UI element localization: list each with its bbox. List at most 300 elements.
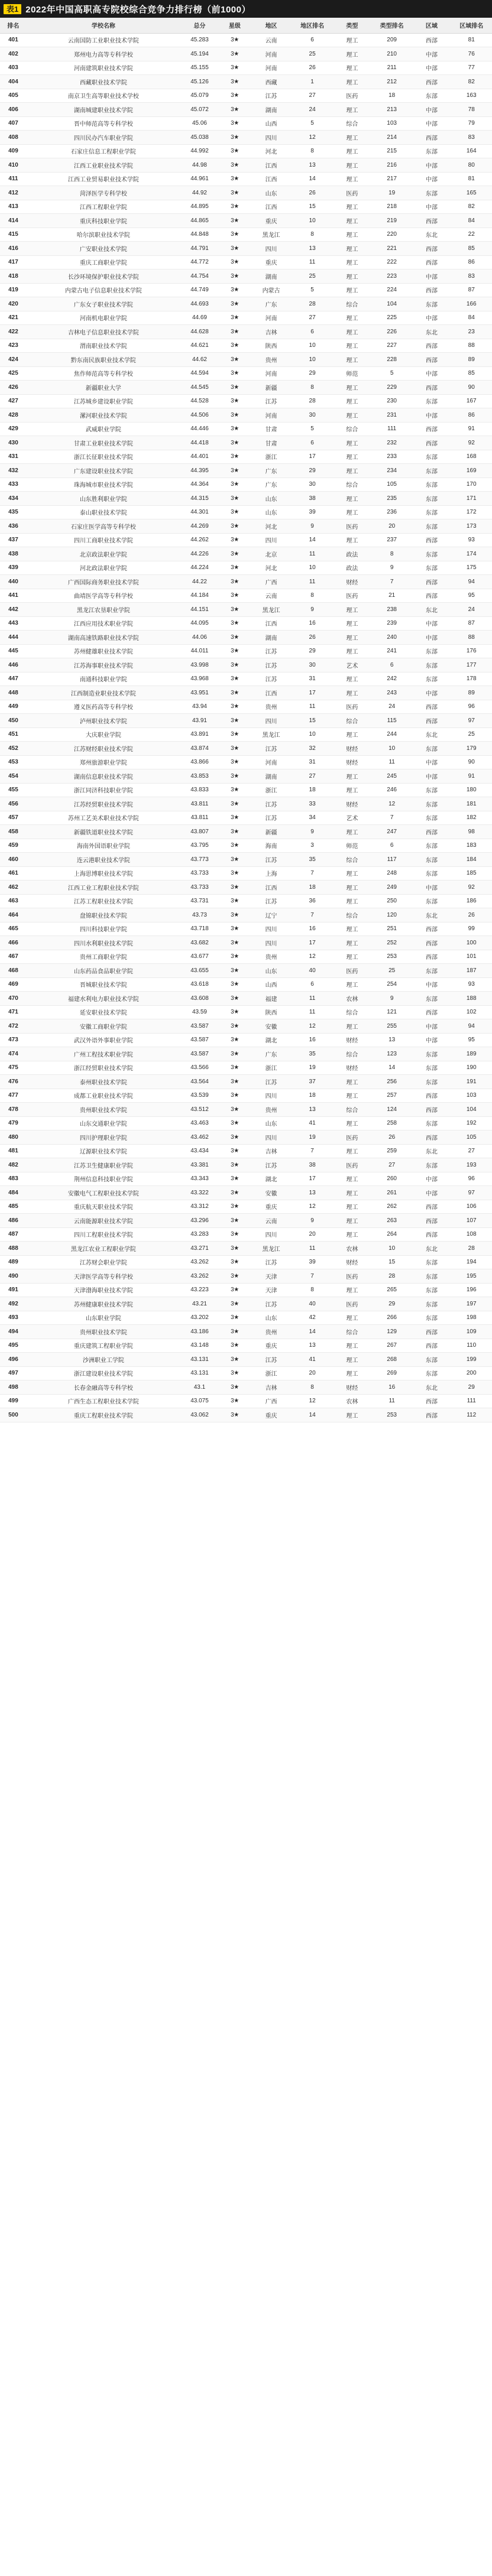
- table-row: [0, 1380, 492, 1395]
- cell-area: 中部: [412, 311, 451, 325]
- cell-region-rank: 27: [292, 769, 333, 784]
- cell-region: 湖北: [251, 1172, 292, 1186]
- cell-area-rank: 24: [451, 603, 492, 617]
- cell-school-name: 广安职业技术学院: [27, 242, 180, 256]
- cell-star: 3★: [219, 1311, 251, 1325]
- cell-score: 44.992: [180, 144, 219, 158]
- cell-rank: 423: [0, 339, 27, 353]
- cell-school-name: 江西工程职业学院: [27, 200, 180, 214]
- cell-type: 医药: [333, 186, 371, 200]
- cell-type: 理工: [333, 1019, 371, 1034]
- table-row: [0, 1172, 492, 1186]
- cell-school-name: 长春金融高等专科学校: [27, 1380, 180, 1395]
- cell-school-name: 河南机电职业学院: [27, 311, 180, 325]
- cell-score: 43.587: [180, 1019, 219, 1034]
- cell-type: 理工: [333, 1283, 371, 1297]
- cell-area: 东部: [412, 992, 451, 1006]
- cell-area-rank: 94: [451, 1019, 492, 1034]
- cell-school-name: 哈尔滨职业技术学院: [27, 228, 180, 242]
- cell-star: 3★: [219, 311, 251, 325]
- cell-type: 医药: [333, 964, 371, 978]
- cell-area: 西部: [412, 422, 451, 436]
- cell-area: 东部: [412, 839, 451, 853]
- cell-rank: 437: [0, 533, 27, 547]
- cell-star: 3★: [219, 255, 251, 269]
- cell-type-rank: 104: [371, 297, 413, 311]
- cell-region: 福建: [251, 992, 292, 1006]
- cell-area-rank: 90: [451, 381, 492, 395]
- cell-type-rank: 24: [371, 700, 413, 714]
- cell-region-rank: 10: [292, 727, 333, 742]
- cell-rank: 428: [0, 408, 27, 423]
- cell-region: 黑龙江: [251, 727, 292, 742]
- cell-score: 43.874: [180, 742, 219, 756]
- cell-area-rank: 87: [451, 616, 492, 631]
- cell-star: 3★: [219, 1186, 251, 1200]
- cell-rank: 470: [0, 992, 27, 1006]
- cell-region: 甘肃: [251, 422, 292, 436]
- cell-score: 43.296: [180, 1214, 219, 1228]
- cell-score: 44.749: [180, 283, 219, 297]
- cell-school-name: 四川工商职业技术学院: [27, 533, 180, 547]
- cell-rank: 444: [0, 631, 27, 645]
- cell-area: 西部: [412, 33, 451, 47]
- cell-region-rank: 10: [292, 214, 333, 228]
- cell-region-rank: 6: [292, 325, 333, 339]
- cell-score: 43.434: [180, 1144, 219, 1158]
- cell-score: 43.131: [180, 1353, 219, 1367]
- cell-region: 甘肃: [251, 436, 292, 450]
- cell-region: 重庆: [251, 255, 292, 269]
- cell-region: 山东: [251, 964, 292, 978]
- cell-region: 江苏: [251, 811, 292, 825]
- cell-score: 43.131: [180, 1366, 219, 1380]
- cell-star: 3★: [219, 1019, 251, 1034]
- cell-school-name: 大庆职业学院: [27, 727, 180, 742]
- cell-area: 西部: [412, 436, 451, 450]
- cell-region: 山东: [251, 186, 292, 200]
- cell-type-rank: 222: [371, 255, 413, 269]
- cell-star: 3★: [219, 853, 251, 867]
- cell-star: 3★: [219, 33, 251, 47]
- cell-star: 3★: [219, 1061, 251, 1075]
- cell-region-rank: 11: [292, 992, 333, 1006]
- cell-region-rank: 5: [292, 283, 333, 297]
- cell-area: 东北: [412, 1242, 451, 1256]
- cell-type-rank: 20: [371, 519, 413, 534]
- cell-area-rank: 102: [451, 1005, 492, 1019]
- cell-type-rank: 115: [371, 714, 413, 728]
- cell-type: 理工: [333, 977, 371, 992]
- cell-region: 云南: [251, 33, 292, 47]
- cell-region-rank: 35: [292, 1047, 333, 1061]
- cell-star: 3★: [219, 1380, 251, 1395]
- cell-score: 45.283: [180, 33, 219, 47]
- cell-region: 江西: [251, 158, 292, 173]
- cell-star: 3★: [219, 75, 251, 89]
- cell-region: 江苏: [251, 1255, 292, 1269]
- cell-school-name: 山东交通职业学院: [27, 1116, 180, 1131]
- cell-type-rank: 249: [371, 881, 413, 895]
- cell-area-rank: 76: [451, 47, 492, 61]
- cell-type-rank: 9: [371, 561, 413, 575]
- cell-star: 3★: [219, 144, 251, 158]
- cell-type-rank: 15: [371, 1255, 413, 1269]
- cell-rank: 469: [0, 977, 27, 992]
- cell-score: 44.895: [180, 200, 219, 214]
- cell-star: 3★: [219, 61, 251, 75]
- cell-region: 湖南: [251, 103, 292, 117]
- cell-star: 3★: [219, 228, 251, 242]
- cell-type-rank: 258: [371, 1116, 413, 1131]
- cell-type: 理工: [333, 131, 371, 145]
- cell-area: 中部: [412, 1019, 451, 1034]
- cell-rank: 489: [0, 1255, 27, 1269]
- cell-rank: 474: [0, 1047, 27, 1061]
- cell-score: 45.038: [180, 131, 219, 145]
- table-row: [0, 492, 492, 506]
- cell-type-rank: 219: [371, 214, 413, 228]
- cell-rank: 432: [0, 464, 27, 478]
- cell-rank: 424: [0, 353, 27, 367]
- cell-area-rank: 22: [451, 228, 492, 242]
- cell-region-rank: 31: [292, 755, 333, 769]
- cell-star: 3★: [219, 1408, 251, 1422]
- cell-type-rank: 227: [371, 339, 413, 353]
- table-row: [0, 242, 492, 256]
- cell-type-rank: 265: [371, 1283, 413, 1297]
- table-row: [0, 47, 492, 61]
- cell-type-rank: 209: [371, 33, 413, 47]
- table-row: [0, 1005, 492, 1019]
- table-row: [0, 686, 492, 700]
- cell-rank: 417: [0, 255, 27, 269]
- cell-type-rank: 261: [371, 1186, 413, 1200]
- cell-school-name: 广东女子职业技术学院: [27, 297, 180, 311]
- cell-rank: 438: [0, 547, 27, 561]
- table-row: [0, 1311, 492, 1325]
- cell-rank: 418: [0, 269, 27, 284]
- cell-rank: 431: [0, 450, 27, 464]
- table-row: [0, 811, 492, 825]
- cell-type: 理工: [333, 103, 371, 117]
- table-row: [0, 964, 492, 978]
- cell-school-name: 安徽工商职业学院: [27, 1019, 180, 1034]
- table-row: [0, 533, 492, 547]
- cell-region-rank: 10: [292, 561, 333, 575]
- cell-score: 43.262: [180, 1269, 219, 1284]
- cell-rank: 434: [0, 492, 27, 506]
- cell-school-name: 黔东南民族职业技术学院: [27, 353, 180, 367]
- table-row: [0, 1075, 492, 1089]
- cell-star: 3★: [219, 1005, 251, 1019]
- cell-rank: 455: [0, 783, 27, 797]
- cell-star: 3★: [219, 700, 251, 714]
- cell-type: 理工: [333, 1227, 371, 1242]
- cell-score: 43.566: [180, 1061, 219, 1075]
- cell-region-rank: 30: [292, 408, 333, 423]
- cell-region-rank: 25: [292, 47, 333, 61]
- cell-score: 43.968: [180, 672, 219, 686]
- cell-region: 河南: [251, 61, 292, 75]
- cell-type-rank: 226: [371, 325, 413, 339]
- cell-score: 45.194: [180, 47, 219, 61]
- cell-region-rank: 11: [292, 700, 333, 714]
- cell-rank: 477: [0, 1089, 27, 1103]
- cell-school-name: 天津渤海职业技术学院: [27, 1283, 180, 1297]
- cell-star: 3★: [219, 922, 251, 936]
- cell-type: 理工: [333, 283, 371, 297]
- cell-area: 东部: [412, 1116, 451, 1131]
- cell-rank: 403: [0, 61, 27, 75]
- cell-area-rank: 88: [451, 339, 492, 353]
- cell-school-name: 江苏城乡建设职业学院: [27, 394, 180, 408]
- cell-area: 西部: [412, 283, 451, 297]
- cell-region-rank: 37: [292, 1075, 333, 1089]
- cell-region: 广东: [251, 297, 292, 311]
- cell-score: 44.961: [180, 172, 219, 186]
- cell-type-rank: 236: [371, 505, 413, 519]
- cell-school-name: 云南国防工业职业技术学院: [27, 33, 180, 47]
- cell-score: 44.401: [180, 450, 219, 464]
- cell-type-rank: 103: [371, 116, 413, 131]
- cell-star: 3★: [219, 1283, 251, 1297]
- cell-type-rank: 233: [371, 450, 413, 464]
- cell-school-name: 河北政法职业学院: [27, 561, 180, 575]
- cell-score: 44.92: [180, 186, 219, 200]
- cell-area: 东部: [412, 505, 451, 519]
- cell-region: 广东: [251, 464, 292, 478]
- table-row: [0, 644, 492, 658]
- cell-score: 44.528: [180, 394, 219, 408]
- cell-area-rank: 168: [451, 450, 492, 464]
- cell-star: 3★: [219, 103, 251, 117]
- cell-region-rank: 8: [292, 1380, 333, 1395]
- cell-region: 新疆: [251, 825, 292, 839]
- cell-star: 3★: [219, 394, 251, 408]
- cell-rank: 451: [0, 727, 27, 742]
- cell-area: 中部: [412, 881, 451, 895]
- cell-type-rank: 264: [371, 1227, 413, 1242]
- cell-type-rank: 252: [371, 936, 413, 950]
- cell-region-rank: 3: [292, 839, 333, 853]
- cell-score: 44.621: [180, 339, 219, 353]
- cell-star: 3★: [219, 866, 251, 881]
- cell-region-rank: 30: [292, 658, 333, 673]
- cell-area: 东部: [412, 394, 451, 408]
- cell-type: 理工: [333, 311, 371, 325]
- cell-type-rank: 6: [371, 658, 413, 673]
- cell-rank: 439: [0, 561, 27, 575]
- cell-area-rank: 193: [451, 1158, 492, 1172]
- cell-score: 43.811: [180, 797, 219, 811]
- cell-area-rank: 94: [451, 575, 492, 589]
- cell-region: 天津: [251, 1269, 292, 1284]
- cell-type: 理工: [333, 61, 371, 75]
- cell-region: 山东: [251, 1116, 292, 1131]
- cell-star: 3★: [219, 894, 251, 908]
- cell-school-name: 四川民办汽车职业学院: [27, 131, 180, 145]
- cell-region-rank: 40: [292, 1297, 333, 1311]
- cell-region-rank: 18: [292, 783, 333, 797]
- cell-area-rank: 105: [451, 1131, 492, 1145]
- cell-region-rank: 20: [292, 1227, 333, 1242]
- cell-area: 西部: [412, 353, 451, 367]
- cell-type-rank: 243: [371, 686, 413, 700]
- cell-score: 43.677: [180, 950, 219, 964]
- cell-region: 陕西: [251, 339, 292, 353]
- cell-rank: 466: [0, 936, 27, 950]
- cell-school-name: 江苏财经职业技术学院: [27, 742, 180, 756]
- cell-rank: 492: [0, 1297, 27, 1311]
- cell-area-rank: 169: [451, 464, 492, 478]
- cell-region-rank: 38: [292, 492, 333, 506]
- cell-type-rank: 230: [371, 394, 413, 408]
- cell-region: 贵州: [251, 353, 292, 367]
- cell-region: 河北: [251, 519, 292, 534]
- cell-star: 3★: [219, 1200, 251, 1214]
- cell-star: 3★: [219, 547, 251, 561]
- cell-rank: 498: [0, 1380, 27, 1395]
- cell-type: 理工: [333, 616, 371, 631]
- cell-star: 3★: [219, 325, 251, 339]
- col-header-star: 星级: [219, 18, 251, 33]
- cell-area: 东部: [412, 1158, 451, 1172]
- table-row: [0, 1283, 492, 1297]
- cell-area-rank: 93: [451, 533, 492, 547]
- cell-rank: 472: [0, 1019, 27, 1034]
- cell-score: 43.381: [180, 1158, 219, 1172]
- cell-school-name: 晋城职业技术学院: [27, 977, 180, 992]
- table-row: [0, 561, 492, 575]
- cell-type: 理工: [333, 727, 371, 742]
- cell-type-rank: 216: [371, 158, 413, 173]
- cell-type: 综合: [333, 422, 371, 436]
- cell-region: 河北: [251, 561, 292, 575]
- cell-area-rank: 84: [451, 311, 492, 325]
- cell-rank: 476: [0, 1075, 27, 1089]
- cell-star: 3★: [219, 353, 251, 367]
- cell-region-rank: 19: [292, 1131, 333, 1145]
- cell-region-rank: 26: [292, 186, 333, 200]
- cell-area-rank: 167: [451, 394, 492, 408]
- cell-region: 湖南: [251, 269, 292, 284]
- cell-rank: 479: [0, 1116, 27, 1131]
- cell-area: 中部: [412, 158, 451, 173]
- cell-star: 3★: [219, 964, 251, 978]
- cell-region: 河南: [251, 47, 292, 61]
- cell-type: 理工: [333, 533, 371, 547]
- cell-area-rank: 82: [451, 200, 492, 214]
- cell-type-rank: 10: [371, 742, 413, 756]
- cell-region: 安徽: [251, 1019, 292, 1034]
- cell-region-rank: 8: [292, 228, 333, 242]
- cell-school-name: 江西工业贸易职业技术学院: [27, 172, 180, 186]
- cell-score: 44.62: [180, 353, 219, 367]
- cell-region: 重庆: [251, 1408, 292, 1422]
- cell-rank: 465: [0, 922, 27, 936]
- cell-type: 理工: [333, 825, 371, 839]
- cell-area-rank: 95: [451, 1033, 492, 1047]
- cell-area: 中部: [412, 1033, 451, 1047]
- cell-star: 3★: [219, 1227, 251, 1242]
- cell-school-name: 漯河职业技术学院: [27, 408, 180, 423]
- table-row: [0, 797, 492, 811]
- cell-rank: 490: [0, 1269, 27, 1284]
- cell-region: 云南: [251, 1214, 292, 1228]
- cell-star: 3★: [219, 422, 251, 436]
- cell-area: 中部: [412, 116, 451, 131]
- cell-region: 四川: [251, 714, 292, 728]
- cell-type-rank: 250: [371, 894, 413, 908]
- cell-type-rank: 244: [371, 727, 413, 742]
- cell-star: 3★: [219, 492, 251, 506]
- cell-type-rank: 269: [371, 1366, 413, 1380]
- cell-school-name: 广州工程技术职业学院: [27, 1047, 180, 1061]
- cell-type: 理工: [333, 33, 371, 47]
- cell-area-rank: 85: [451, 366, 492, 381]
- cell-area: 西部: [412, 533, 451, 547]
- table-row: [0, 1339, 492, 1353]
- cell-region-rank: 36: [292, 894, 333, 908]
- cell-star: 3★: [219, 769, 251, 784]
- cell-type-rank: 234: [371, 464, 413, 478]
- cell-school-name: 江西应用技术职业学院: [27, 616, 180, 631]
- cell-type-rank: 225: [371, 311, 413, 325]
- cell-area-rank: 194: [451, 1255, 492, 1269]
- cell-rank: 456: [0, 797, 27, 811]
- cell-type-rank: 242: [371, 672, 413, 686]
- cell-area: 西部: [412, 214, 451, 228]
- table-row: [0, 894, 492, 908]
- cell-area: 中部: [412, 61, 451, 75]
- cell-area: 中部: [412, 172, 451, 186]
- cell-area: 东部: [412, 1075, 451, 1089]
- cell-score: 44.545: [180, 381, 219, 395]
- cell-rank: 475: [0, 1061, 27, 1075]
- table-number-tag: 表1: [4, 4, 21, 14]
- table-row: [0, 950, 492, 964]
- cell-type: 理工: [333, 922, 371, 936]
- cell-region-rank: 41: [292, 1116, 333, 1131]
- cell-area-rank: 178: [451, 672, 492, 686]
- cell-star: 3★: [219, 1366, 251, 1380]
- cell-area: 东部: [412, 186, 451, 200]
- cell-school-name: 南京卫生高等职业技术学校: [27, 89, 180, 103]
- cell-type: 综合: [333, 1325, 371, 1339]
- cell-type: 理工: [333, 1353, 371, 1367]
- cell-rank: 449: [0, 700, 27, 714]
- cell-type-rank: 12: [371, 797, 413, 811]
- cell-area-rank: 101: [451, 950, 492, 964]
- table-row: [0, 228, 492, 242]
- cell-type: 医药: [333, 1269, 371, 1284]
- table-row: [0, 839, 492, 853]
- cell-rank: 473: [0, 1033, 27, 1047]
- cell-area: 东部: [412, 519, 451, 534]
- cell-area-rank: 96: [451, 700, 492, 714]
- cell-area: 东部: [412, 1311, 451, 1325]
- cell-rank: 487: [0, 1227, 27, 1242]
- cell-school-name: 山东药品食品职业学院: [27, 964, 180, 978]
- cell-area-rank: 23: [451, 325, 492, 339]
- table-row: [0, 1144, 492, 1158]
- cell-area-rank: 170: [451, 477, 492, 492]
- cell-type-rank: 105: [371, 477, 413, 492]
- cell-region: 浙江: [251, 1366, 292, 1380]
- cell-school-name: 苏州工艺美术职业技术学院: [27, 811, 180, 825]
- cell-school-name: 菏泽医学专科学校: [27, 186, 180, 200]
